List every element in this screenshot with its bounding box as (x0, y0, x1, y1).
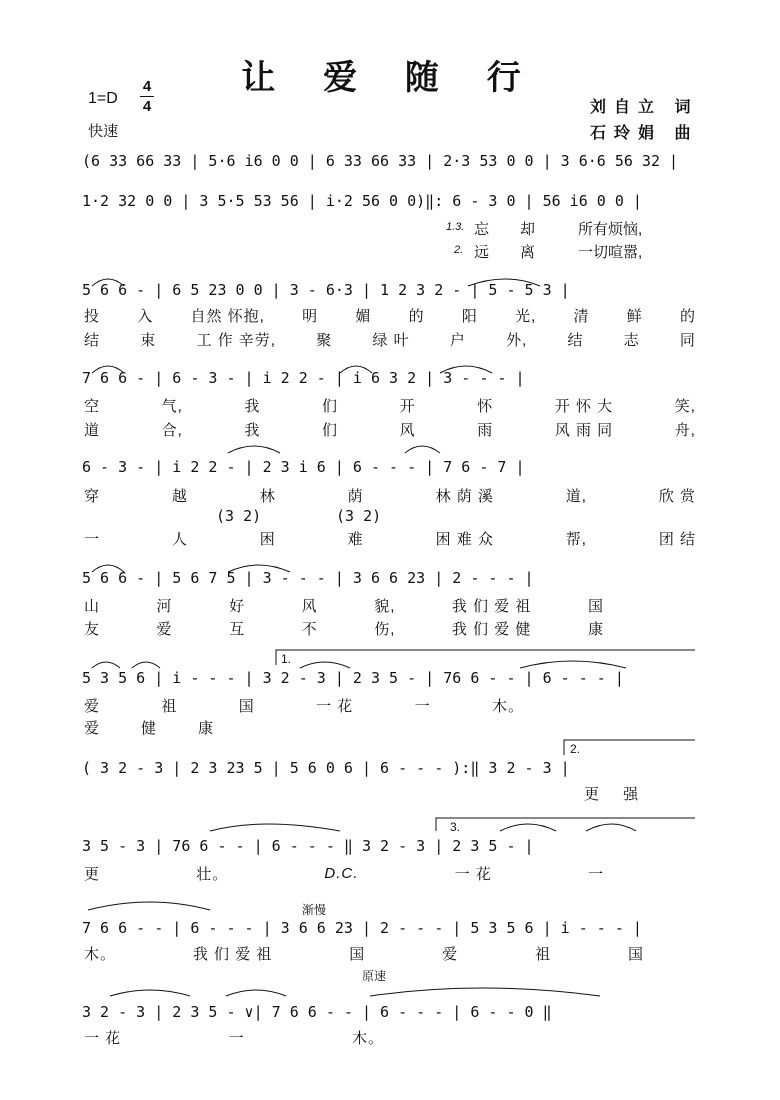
lyric-syllable: 祖 (161, 697, 178, 715)
score-line-5: 6 - 3 - | i 2 2 - | 2 3 i 6 | 6 - - - | 7 6 - 7 | (82, 458, 525, 476)
lyric-line-3a (84, 304, 696, 326)
lyric-syllable: 林 (259, 487, 276, 505)
lyric-syllable: 河 (156, 597, 173, 615)
lyric-syllable: 风 (301, 597, 318, 615)
key-signature: 1=D (88, 90, 118, 107)
score-line-10: 7 6 6 - - | 6 - - - | 3 6 6 23 | 2 - - - | 5 3 5 6 | i - - - | (82, 919, 642, 937)
lyric-syllable: 媚 (355, 307, 372, 325)
lyric-line-11 (84, 1026, 384, 1048)
lyric-line-7b (84, 716, 214, 738)
lyric-line-5a (84, 484, 696, 506)
time-signature (140, 78, 154, 115)
lyric-syllable: 空 (84, 397, 101, 415)
lyric-syllable: 风 (399, 421, 416, 439)
lyric-line-5b (84, 527, 696, 549)
lyric-syllable: 一 (228, 1029, 245, 1047)
lyric-syllable: 道, (565, 487, 587, 505)
lyric-line-6a (84, 594, 604, 616)
lyric-2a-3: 所有烦恼, (578, 221, 643, 238)
lyric-syllable: 好 (229, 597, 246, 615)
alt-notes-1: (3 2) (216, 507, 262, 525)
a-tempo-mark: 原速 (362, 969, 387, 983)
lyric-syllable: 爱 (442, 945, 459, 963)
lyric-syllable: 的 (679, 307, 696, 325)
lyric-syllable: 山 (84, 597, 101, 615)
lyric-line-8: 更 强 (584, 786, 649, 803)
lyric-syllable: 国 (587, 597, 604, 615)
lyric-syllable: 困 难 众 (435, 530, 494, 548)
lyric-syllable: 笑, (674, 397, 696, 415)
lyric-2b-1: 远 (474, 244, 490, 261)
lyric-syllable: D.C. (324, 864, 359, 882)
score-line-8: ( 3 2 - 3 | 2 3 23 5 | 5 6 0 6 | 6 - - - ):‖ 3 2 - 3 | (82, 759, 570, 777)
lyric-line-3b (84, 328, 696, 350)
score-line-4: 7 6 6 - | 6 - 3 - | i 2 2 - | i 6 3 2 | 3 - - - | (82, 369, 525, 387)
score-line-11: 3 2 - 3 | 2 3 5 - ∨| 7 6 6 - - | 6 - - - | 6 - - 0 ‖ (82, 1003, 552, 1021)
lyric-syllable: 聚 (316, 331, 333, 349)
lyric-syllable: 工 作 辛劳, (196, 331, 276, 349)
lyric-2b-3: 一切喧嚣, (578, 244, 643, 261)
lyric-syllable: 的 (408, 307, 425, 325)
time-sig-bottom: 4 (142, 98, 152, 115)
lyric-2b-2: 离 (520, 244, 536, 261)
lyric-syllable: 国 (627, 945, 644, 963)
lyric-syllable: 林 荫 溪 (435, 487, 494, 505)
lyric-syllable: 合, (161, 421, 183, 439)
lyric-syllable: 团 结 (658, 530, 696, 548)
lyric-line-4a (84, 394, 696, 416)
lyric-syllable: 越 (171, 487, 188, 505)
lyric-syllable: 我 们 爱 祖 (192, 945, 273, 963)
lyric-line-10 (84, 942, 644, 964)
lyric-syllable: 怀 (477, 397, 494, 415)
lyric-syllable: 一 花 (454, 865, 492, 883)
composer-credit: 石玲娟 曲 (590, 125, 699, 142)
lyric-syllable: 伤, (374, 620, 396, 638)
lyric-syllable: 雨 (477, 421, 494, 439)
lyric-syllable: 风 雨 同 (554, 421, 614, 439)
score-line-2: 1·2 32 0 0 | 3 5·5 53 56 | i·2 56 0 0)‖: 6 - 3 0 | 56 i6 0 0 | (82, 192, 642, 210)
lyric-syllable: 开 (399, 397, 416, 415)
lyric-syllable: 志 (623, 331, 640, 349)
lyric-syllable: 木。 (491, 697, 524, 715)
lyric-syllable: 一 花 (316, 697, 354, 715)
lyric-syllable: 同 (679, 331, 696, 349)
lyric-syllable: 国 (238, 697, 255, 715)
lyric-syllable: 绿 叶 (372, 331, 410, 349)
lyricist-credit: 刘自立 词 (590, 99, 699, 116)
score-line-9: 3 5 - 3 | 76 6 - - | 6 - - - ‖ 3 2 - 3 | 2 3 5 - | (82, 837, 534, 855)
verse-tag-2: 2. (454, 244, 464, 256)
lyric-syllable: 开 怀 大 (554, 397, 614, 415)
lyric-line-6b (84, 617, 604, 639)
lyric-syllable: 我 们 爱 健 (451, 620, 532, 638)
lyric-syllable: 荫 (347, 487, 364, 505)
song-title: 让 爱 随 行 (241, 58, 539, 98)
lyric-syllable: 爱 (156, 620, 173, 638)
lyric-syllable: 欣 赏 (658, 487, 696, 505)
lyric-syllable: 气, (161, 397, 183, 415)
lyric-syllable: 道 (84, 421, 101, 439)
lyric-syllable: 壮。 (196, 865, 229, 883)
lyric-syllable: 舟, (674, 421, 696, 439)
lyric-syllable: 国 (349, 945, 366, 963)
ending-2-label: 2. (570, 742, 581, 756)
lyric-syllable: 康 (587, 620, 604, 638)
lyric-syllable: 爱 (84, 697, 101, 715)
tempo-marking: 快速 (88, 123, 119, 140)
alt-notes-2: (3 2) (336, 507, 382, 525)
lyric-syllable: 貌, (374, 597, 396, 615)
lyric-syllable: 困 (259, 530, 276, 548)
lyric-syllable: 帮, (565, 530, 587, 548)
ritardando-mark: 渐慢 (302, 903, 327, 917)
lyric-syllable: 们 (321, 421, 338, 439)
score-line-6: 5 6 6 - | 5 6 7 5 | 3 - - - | 3 6 6 23 | 2 - - - | (82, 569, 534, 587)
lyric-syllable: 我 (244, 397, 261, 415)
lyric-syllable: 穿 (84, 487, 101, 505)
lyric-line-4b (84, 418, 696, 440)
lyric-syllable: 一 (414, 697, 431, 715)
lyric-syllable: 康 (197, 719, 214, 737)
lyric-syllable: 人 (171, 530, 188, 548)
lyric-syllable: 自然 怀抱, (190, 307, 265, 325)
lyric-syllable: 结 (567, 331, 584, 349)
time-sig-top: 4 (142, 78, 152, 95)
lyric-syllable: 友 (84, 620, 101, 638)
lyric-syllable: 结 (84, 331, 101, 349)
ending-3-label: 3. (450, 820, 461, 834)
score-line-1: (6 33 66 33 | 5·6 i6 0 0 | 6 33 66 33 | 2·3 53 0 0 | 3 6·6 56 32 | (82, 152, 679, 170)
lyric-syllable: 明 (302, 307, 319, 325)
lyric-syllable: 入 (137, 307, 154, 325)
lyric-syllable: 木。 (84, 945, 117, 963)
lyric-syllable: 祖 (535, 945, 552, 963)
lyric-syllable: 户 (449, 331, 466, 349)
lyric-syllable: 光, (515, 307, 537, 325)
lyric-syllable: 我 (244, 421, 261, 439)
lyric-syllable: 清 (573, 307, 590, 325)
lyric-syllable: 投 (84, 307, 101, 325)
lyric-2a-2: 却 (520, 221, 536, 238)
lyric-syllable: 阳 (461, 307, 478, 325)
lyric-syllable: 一 (84, 530, 101, 548)
lyric-syllable: 束 (140, 331, 157, 349)
verse-tag-13: 1.3. (446, 221, 465, 233)
lyric-2a-1: 忘 (474, 221, 490, 238)
lyric-line-9 (84, 862, 604, 884)
lyric-syllable: 木。 (351, 1029, 384, 1047)
lyric-syllable: 更 (84, 865, 101, 883)
lyric-syllable: 们 (321, 397, 338, 415)
lyric-syllable: 健 (140, 719, 157, 737)
lyric-syllable: 一 (587, 865, 604, 883)
ending-1-label: 1. (281, 652, 292, 666)
lyric-syllable: 互 (229, 620, 246, 638)
score-line-7: 5 3 5 6 | i - - - | 3 2 - 3 | 2 3 5 - | 76 6 - - | 6 - - - | (82, 669, 624, 687)
lyric-syllable: 鲜 (626, 307, 643, 325)
lyric-syllable: 难 (347, 530, 364, 548)
lyric-syllable: 爱 (84, 719, 101, 737)
lyric-syllable: 不 (301, 620, 318, 638)
lyric-line-7a (84, 694, 524, 716)
lyric-syllable: 我 们 爱 祖 (451, 597, 532, 615)
lyric-syllable: 外, (506, 331, 528, 349)
lyric-syllable: 一 花 (84, 1029, 122, 1047)
score-line-3: 5 6 6 - | 6 5 23 0 0 | 3 - 6·3 | 1 2 3 2 - | 5 - 5 3 | (82, 281, 570, 299)
